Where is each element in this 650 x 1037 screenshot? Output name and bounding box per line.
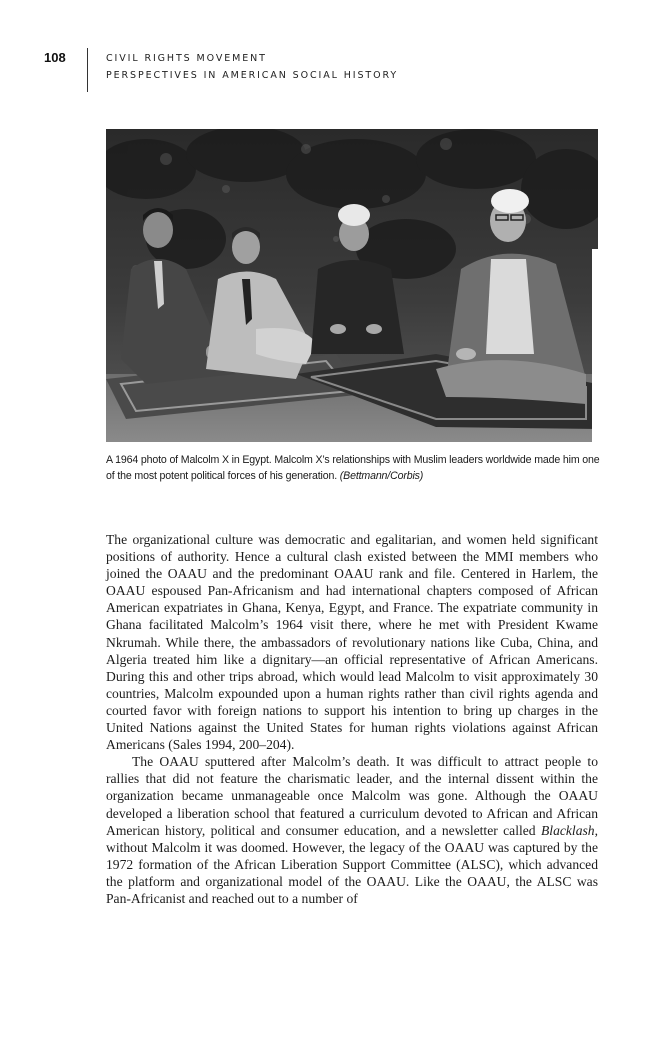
series-subtitle: PERSPECTIVES IN AMERICAN SOCIAL HISTORY — [106, 70, 399, 81]
paragraph — [106, 753, 598, 907]
newsletter-title: Blacklash — [540, 822, 595, 838]
running-title — [106, 50, 398, 84]
caption-text: A 1964 photo of Malcolm X in Egypt. Malcolm X’s relationships with Muslim leaders worldwide made him one of the most potent political forces of his generation. — [106, 454, 600, 482]
historical-photo — [106, 129, 598, 442]
paragraph-text: The OAAU sputtered after Malcolm’s death. It was difficult to attract people to rallies that did not feature the charismatic leader, and the internal dissent within the organization became unmanageable once Malcolm was gone. Although the OAAU developed a liberation school that featured a curriculum devoted to African and African American history, political and consumer education, and a newsletter called — [106, 754, 598, 838]
page-number: 108 — [44, 50, 66, 65]
series-title: CIVIL RIGHTS MOVEMENT — [106, 53, 267, 64]
header-divider — [87, 48, 88, 92]
figure-caption — [106, 452, 600, 484]
body-text — [106, 531, 598, 907]
photo-illustration — [106, 129, 598, 442]
caption-credit: (Bettmann/Corbis) — [339, 470, 424, 482]
paragraph-text: , without Malcolm it was doomed. However, the legacy of the OAAU was captured by the 1972 formation of the African Liberation Support Committee (ALSC), which advanced the platform and organizational model of the OAAU. Like the OAAU, the ALSC was Pan-Africanist and reached out to a number of — [106, 822, 598, 906]
running-header — [0, 46, 650, 92]
paragraph: The organizational culture was democratic and egalitarian, and women held significant positions of authority. Hence a cultural clash existed between the MMI members who joined the OAAU and the predominant OAAU rank and file. Centered in Harlem, the OAAU espoused Pan-Africanism and had international chapters composed of African American expatriates in Ghana, Kenya, Egypt, and France. The expatriate community in Ghana facilitated Malcolm’s 1964 visit there, where he met with President Kwame Nkrumah. While there, the ambassadors of revolutionary nations like Cuba, China, and Algeria treated him like a dignitary—an official representative of African Americans. During this and other trips abroad, which would lead Malcolm to visit approximately 30 countries, Malcolm expounded upon a human rights rather than civil rights agenda and courted favor with foreign nations to support his intention to bring up charges in the United Nations against the United States for human rights violations against African Americans (Sales 1994, 200–204). — [106, 532, 598, 753]
